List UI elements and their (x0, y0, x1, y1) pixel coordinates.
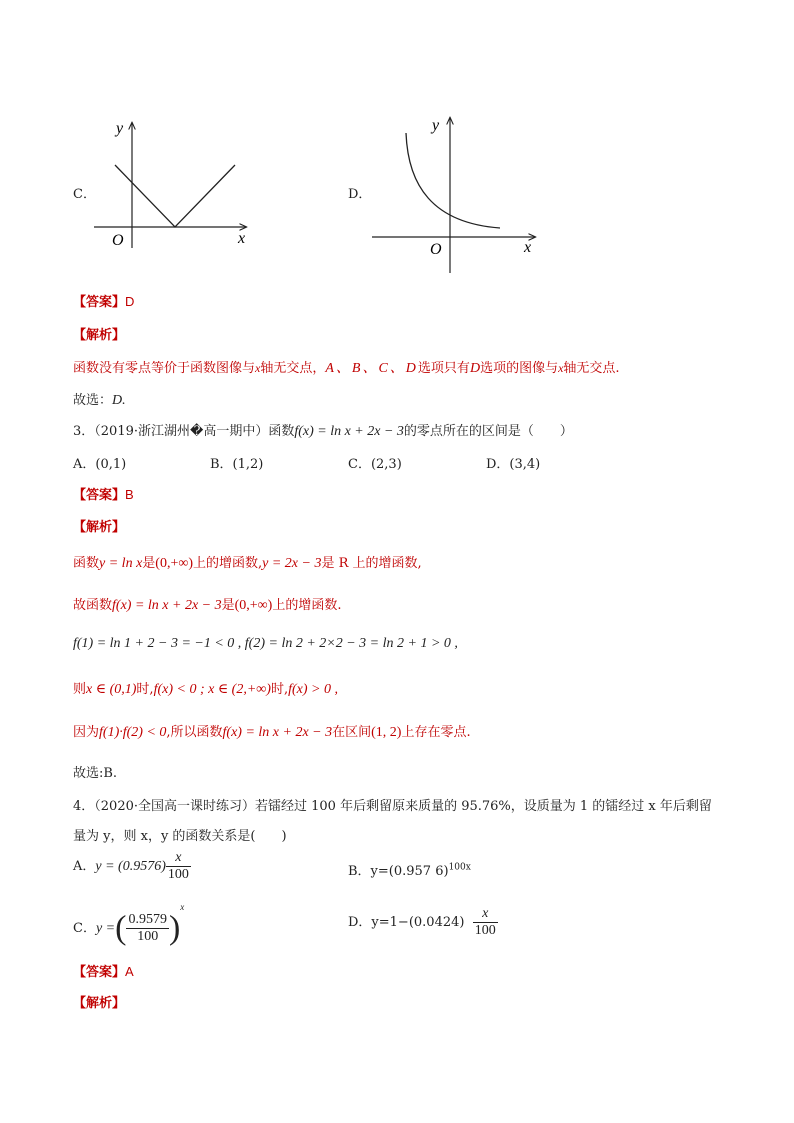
text: 是 (221, 598, 235, 613)
text: 则 (73, 682, 87, 697)
text: 选项的图像与 (480, 361, 559, 376)
math: f(x) < 0 ; x ∈ (2,+∞) (153, 682, 271, 697)
q3-analysis-tag: 【解析】 (73, 519, 126, 534)
q3-stem (73, 420, 573, 440)
q3-answer (73, 484, 134, 503)
text: 3．（2019·浙江湖州�高一期中）函数 (73, 424, 295, 439)
answer-value: A (125, 964, 134, 979)
math: A、B、C、D (325, 361, 418, 376)
math: D. (112, 393, 126, 408)
answer-tag: 【答案】 (73, 487, 126, 502)
q3-analysis-line-1 (73, 552, 422, 572)
math: D (469, 361, 481, 376)
denominator: 100 (167, 867, 189, 882)
q4-option-b (348, 860, 471, 879)
q2-answer (73, 291, 134, 310)
option-c-label: C． (73, 187, 96, 202)
q4-answer (73, 961, 134, 980)
q3-analysis-line-2 (73, 594, 341, 614)
text: 上的增函数. (272, 598, 342, 613)
q3-choose: 故选:B. (73, 766, 118, 781)
q3-option-c: C．(2,3) (348, 457, 402, 472)
q2-analysis-text (73, 357, 620, 377)
text: 时, (136, 682, 154, 697)
denominator: 100 (137, 929, 159, 944)
text: 的零点所在的区间是（ ） (403, 424, 573, 439)
answer-value: D (125, 294, 135, 309)
text: ,所以函数 (166, 725, 223, 740)
text: 上存在零点. (401, 725, 471, 740)
math: f(x) > 0 , (288, 682, 338, 697)
math: f(x) = ln x + 2x − 3 (222, 725, 333, 740)
math: f(1)·f(2) < 0 (99, 725, 167, 740)
graph-d-x-label: x (524, 239, 532, 256)
text: 时, (270, 682, 289, 697)
q3-option-b: B．(1,2) (210, 457, 264, 472)
graph-c-curve (115, 165, 235, 227)
numerator: 0.9579 (128, 912, 167, 927)
paren-right: ) (168, 909, 181, 947)
label: D．y=1−(0.0424) (348, 915, 465, 930)
q2-choose (73, 389, 126, 409)
graph-c-y-label: y (116, 120, 124, 137)
label: B．y=(0.957 6) (348, 864, 449, 879)
math: y = (95, 921, 116, 936)
math: (0,+∞) (155, 556, 193, 571)
q2-analysis-tag: 【解析】 (73, 327, 126, 342)
answer-value: B (125, 487, 134, 502)
text: 轴无交点， (260, 361, 326, 376)
text: 是 (142, 556, 156, 571)
graph-c-x-label: x (238, 230, 246, 247)
answer-tag: 【答案】 (73, 964, 126, 979)
exponent: x (180, 902, 185, 912)
math: (1, 2) (371, 725, 402, 740)
graph-d-curve (406, 133, 500, 228)
math: (0,+∞) (234, 598, 273, 613)
q3-analysis-line-5 (73, 721, 471, 741)
fraction (473, 906, 498, 939)
fraction (126, 912, 169, 945)
q4-option-d (348, 906, 498, 939)
q3-option-a: A．(0,1) (73, 457, 127, 472)
math: x ∈ (0,1) (86, 682, 137, 697)
math: x (558, 361, 564, 375)
q4-analysis-tag: 【解析】 (73, 995, 126, 1010)
q4-stem-line-1: 4．（2020·全国高一课时练习）若镭经过 100 年后剩留原来质量的 95.76%，设质量为 1 的镭经过 x 年后剩留 (73, 799, 712, 814)
numerator: x (473, 906, 498, 923)
math: y = ln x (99, 556, 143, 571)
q4-option-c (73, 902, 184, 946)
q3-analysis-line-3 (73, 636, 458, 652)
numerator: x (166, 850, 191, 867)
fraction (166, 850, 191, 883)
math: f(x) = ln x + 2x − 3 (112, 598, 222, 613)
text: 函数 (73, 556, 100, 571)
graph-c (88, 115, 253, 250)
text: 函数没有零点等价于函数图像与 (73, 361, 256, 376)
text: 是 R 上的增函数, (321, 556, 422, 571)
text: 选项只有 (417, 361, 470, 376)
text: 故函数 (73, 598, 113, 613)
q4-stem-line-2: 量为 y，则 x，y 的函数关系是( ) (73, 829, 287, 844)
q3-analysis-line-4 (73, 678, 338, 698)
math: y = (0.9576) (95, 859, 166, 874)
denominator: 100 (474, 923, 496, 938)
math: y = 2x − 3 (262, 556, 322, 571)
text: 轴无交点. (563, 361, 620, 376)
text: 故选： (73, 393, 113, 408)
label: C． (73, 921, 96, 936)
graph-c-origin: O (112, 232, 124, 249)
text: 上的增函数, (193, 556, 263, 571)
math: x (255, 361, 261, 375)
answer-tag: 【答案】 (73, 294, 126, 309)
math: f(x) = ln x + 2x − 3 (294, 424, 404, 439)
graph-d-y-label: y (432, 117, 440, 134)
label: A． (73, 859, 96, 874)
math: f(1) = ln 1 + 2 − 3 = −1 < 0 , f(2) = ln 2 + 2×2 − 3 = ln 2 + 1 > 0 , (73, 636, 458, 651)
q4-option-a (73, 850, 191, 883)
exponent: 100x (448, 862, 471, 873)
graph-d (370, 110, 540, 275)
q3-option-d: D．(3,4) (486, 457, 541, 472)
graph-d-origin: O (430, 241, 442, 258)
option-d-label: D． (348, 187, 372, 202)
text: 因为 (73, 725, 100, 740)
text: 在区间 (332, 725, 372, 740)
paren-left: ( (115, 909, 127, 947)
